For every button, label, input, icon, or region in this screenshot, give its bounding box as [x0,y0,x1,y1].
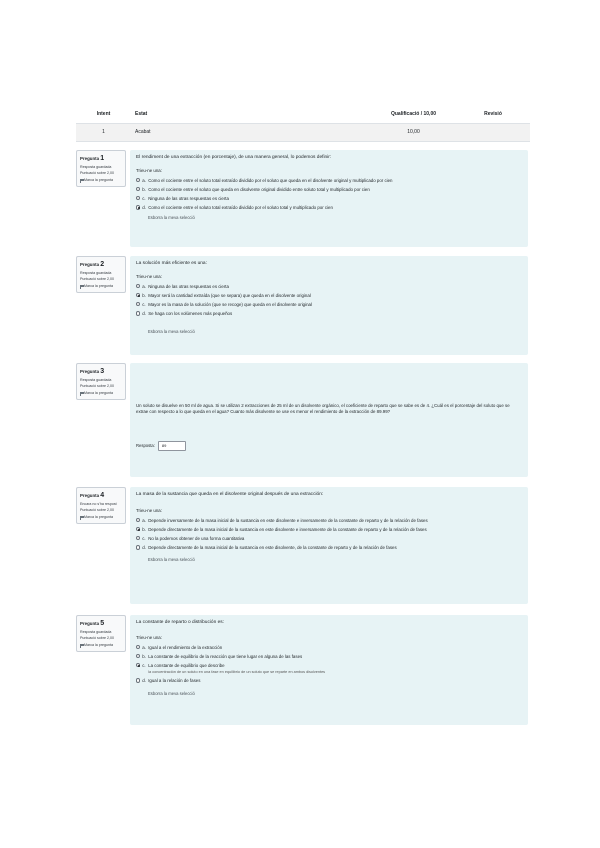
flag-question-link[interactable]: Marca la pregunta [80,515,122,520]
question-state: Resposta guardada [80,164,112,169]
question-5 [76,615,528,725]
option-c[interactable]: c. Ninguna de las otras respuestas es cierta [136,196,522,202]
question-mark: Puntuació sobre 2,00 [80,171,114,176]
question-content [130,615,528,725]
question-number: Pregunta 4 [80,492,105,499]
radio-button[interactable] [136,187,140,191]
clear-selection-link[interactable]: Esborra la meva selecció [148,691,195,697]
question-2 [76,256,528,355]
question-state: Encara no s'ha respost [80,501,117,506]
question-mark: Puntuació sobre 2,00 [80,636,114,641]
header-grade: Qualificació / 10,00 [390,111,437,118]
question-info [76,256,126,293]
clear-selection-link[interactable]: Esborra la meva selecció [148,556,195,562]
question-text: La constante de reparto o distribución es: [136,620,224,625]
question-text: La masa de la sustancia que queda en el disolvente original después de una extracción: [136,492,324,497]
question-state: Resposta guardada [80,377,112,382]
flag-icon [80,285,83,289]
flag-icon [80,516,83,520]
radio-button[interactable] [136,518,140,522]
question-mark: Puntuació sobre 2,00 [80,277,114,282]
answer-row [136,441,522,451]
question-mark: Puntuació sobre 2,00 [80,508,114,513]
option-a[interactable]: a. Como el cociente entre el soluto total extraído dividido por el soluto que queda en el disolvente original y multiplicado por cien [136,178,522,184]
summary-header-row [76,106,530,124]
option-d[interactable]: d. Se haga con los volúmenes más pequeños [136,311,522,317]
radio-button[interactable] [136,302,140,306]
clear-selection-link[interactable]: Esborra la meva selecció [148,214,195,220]
option-c[interactable]: c. No la podemos obtener de una forma cuantitativa [136,536,522,542]
attempt-summary-table [76,106,530,142]
row-attempt: 1 [102,129,105,136]
radio-button-selected[interactable] [136,527,140,531]
question-number: Pregunta 1 [80,155,105,162]
flag-question-link[interactable]: Marca la pregunta [80,178,122,183]
flag-icon [80,392,83,396]
radio-button[interactable] [136,678,140,682]
option-a[interactable]: a. Igual a el rendimiento de la extracción [136,645,522,651]
summary-row [76,124,530,142]
header-attempt: Intent [96,111,111,118]
header-review: Revisió [484,111,502,118]
choose-prompt: Trieu-ne una: [136,508,162,514]
header-state: Estat [135,111,148,118]
radio-button[interactable] [136,545,140,549]
option-b[interactable]: b. La constante de equilibrio de la reacción que tiene lugar en alguna de las fases [136,654,522,660]
option-c[interactable]: c. Mayor es la masa de la solución (que se recoge) que queda en el disolvente original [136,302,522,308]
question-number: Pregunta 5 [80,620,105,627]
radio-button-selected[interactable] [136,293,140,297]
radio-button[interactable] [136,178,140,182]
question-content [130,150,528,247]
question-text: La solución más eficiente es una: [136,261,207,266]
question-number: Pregunta 2 [80,261,105,268]
clear-selection-link[interactable]: Esborra la meva selecció [148,328,195,334]
question-3 [76,363,528,477]
question-text: El rendiment de una extracción (en porcentaje), de una manera general, lo podemos definir: [136,155,332,160]
option-note: la concentración de un soluto en una fase en equilibrio de un soluto que se reparte en ambos disolventes [148,669,326,674]
flag-question-link[interactable]: Marca la pregunta [80,643,122,648]
option-a[interactable]: a. Ninguna de las otras respuestas es cierta [136,284,522,290]
option-b[interactable]: b. Depende directamente de la masa inicial de la sustancia en este disolvente e inversamente de la constante de reparto y de la relación de fases [136,527,522,533]
row-state: Acabat [135,129,151,136]
radio-button[interactable] [136,311,140,315]
question-text: Un soluto se disuelve en 50 ml de agua. Si se utilizan 2 extracciones de 25 ml de un disolvente orgánico, el coeficiente de reparto que se sabe es de 4. ¿Cuál es el porcentaje del soluto que se extrae con respecto a lo que queda en el agua? Cuanto más disolvente se use es menor el rendimiento de la extracción de 89.99? [136,403,510,414]
question-state: Resposta guardada [80,629,112,634]
choose-prompt: Trieu-ne una: [136,168,162,174]
row-grade: 10,00 [407,129,420,136]
question-mark: Puntuació sobre 2,00 [80,384,114,389]
answer-input[interactable]: 89 [158,441,186,451]
flag-question-link[interactable]: Marca la pregunta [80,284,122,289]
option-c[interactable]: c. La constante de equilibrio que describe la concentración de un soluto en una fase en equilibrio de un soluto que se reparte en ambos disolventes [136,663,522,675]
question-info [76,150,126,187]
question-1 [76,150,528,247]
radio-button[interactable] [136,536,140,540]
question-info [76,615,126,652]
flag-icon [80,644,83,648]
option-d[interactable]: d. Igual a la relación de fases [136,678,522,684]
question-content [130,363,528,477]
answer-label: Resposta: [136,443,155,449]
flag-question-link[interactable]: Marca la pregunta [80,391,122,396]
radio-button[interactable] [136,284,140,288]
option-d[interactable]: d. Depende directamente de la masa inicial de la sustancia en este disolvente, de la constante de reparto y de la relación de fases [136,545,522,551]
question-content [130,256,528,355]
question-4 [76,487,528,604]
option-d[interactable]: d. Como el cociente entre el soluto total extraído dividido por el soluto total y multiplicado por cien [136,205,522,211]
option-b[interactable]: b. Como el cociente entre el soluto que queda en disolvente original dividido entre soluto total y multiplicado por cien [136,187,522,193]
radio-button[interactable] [136,645,140,649]
option-b[interactable]: b. Mayor será la cantidad extraída (que se separa) que queda en el disolvente original [136,293,522,299]
radio-button-selected[interactable] [136,205,140,209]
question-state: Resposta guardada [80,270,112,275]
question-number: Pregunta 3 [80,368,105,375]
question-info [76,487,126,524]
choose-prompt: Trieu-ne una: [136,274,162,280]
radio-button-selected[interactable] [136,663,140,667]
option-a[interactable]: a. Depende inversamente de la masa inicial de la sustancia en este disolvente e inversamente de la constante de reparto y de la relación de fases [136,518,522,524]
flag-icon [80,179,83,183]
question-content [130,487,528,604]
choose-prompt: Trieu-ne una: [136,635,162,641]
radio-button[interactable] [136,654,140,658]
question-info [76,363,126,400]
radio-button[interactable] [136,196,140,200]
